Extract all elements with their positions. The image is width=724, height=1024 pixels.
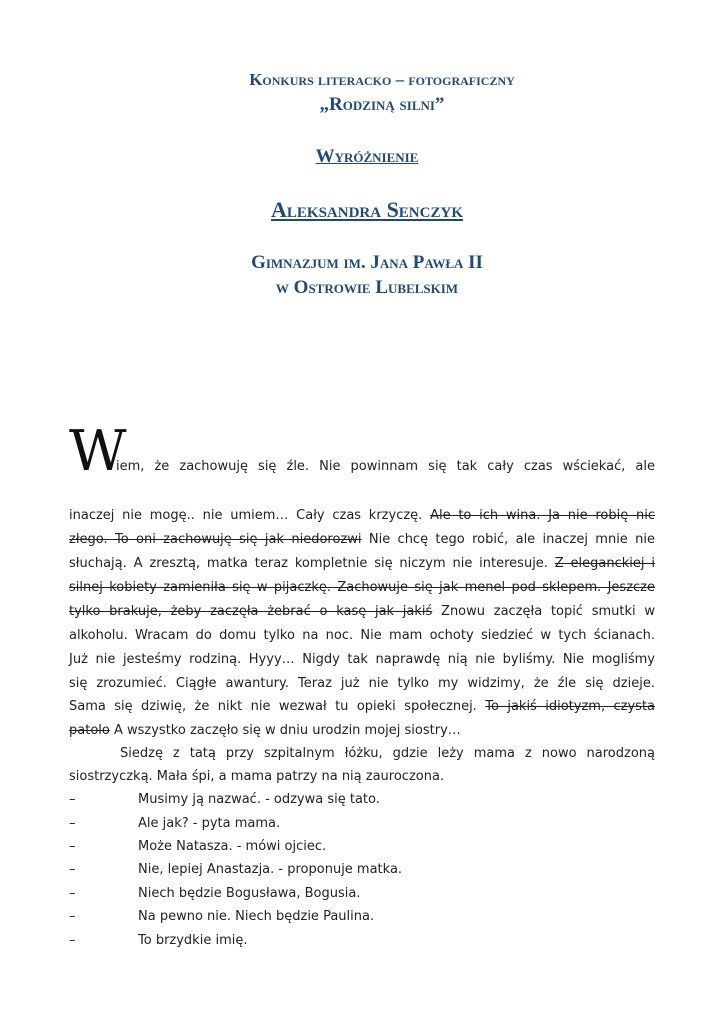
dialogue-dash: – bbox=[69, 816, 76, 831]
dialogue-line: Niech będzie Bogusława, Bogusia. bbox=[138, 886, 361, 901]
story-line bbox=[69, 723, 461, 738]
dialogue-dash: – bbox=[69, 792, 76, 807]
struck-text: złego. To oni zachowuję się jak niedorozwi bbox=[69, 532, 362, 547]
story-line bbox=[69, 604, 655, 619]
dialogue-line: Na pewno nie. Niech będzie Paulina. bbox=[138, 909, 375, 924]
dialogue-line: Musimy ją nazwać. - odzywa się tato. bbox=[138, 792, 380, 807]
school-name: Gimnazjum im. Jana Pawła II bbox=[251, 252, 483, 273]
story-text: Sama się dziwię, że nikt nie wezwał tu opieki społecznej. bbox=[69, 699, 486, 714]
struck-line: silnej kobiety zamieniła się w pijaczkę. Zachowuje się jak menel pod sklepem. Jeszcze bbox=[69, 580, 655, 595]
story-text: inaczej nie mogę.. nie umiem… Cały czas krzyczę. bbox=[69, 508, 431, 523]
dialogue-line: To brzydkie imię. bbox=[138, 933, 248, 948]
story-line: Siedzę z tatą przy szpitalnym łóżku, gdzie leży mama z nowo narodzoną bbox=[120, 746, 655, 761]
story-line bbox=[69, 508, 655, 523]
story-text: Znowu zaczęła topić smutki w bbox=[432, 604, 655, 619]
story-text: Nie chcę tego robić, ale inaczej mnie nie bbox=[361, 532, 656, 547]
story-line: siostrzyczką. Mała śpi, a mama patrzy na nią zauroczona. bbox=[69, 769, 445, 784]
story-line bbox=[69, 699, 655, 714]
struck-text: Ale to ich wina. Ja nie robię nic bbox=[430, 508, 655, 523]
dialogue-dash: – bbox=[69, 933, 76, 948]
story-line bbox=[69, 532, 655, 547]
contest-subtitle: „Rodziną silni” bbox=[319, 94, 445, 115]
contest-title: Konkurs literacko – fotograficzny bbox=[249, 70, 515, 89]
dialogue-dash: – bbox=[69, 862, 76, 877]
dialogue-dash: – bbox=[69, 886, 76, 901]
story-text: słuchają. A zresztą, matka teraz kompletnie się niczym nie interesuje. bbox=[69, 556, 555, 571]
dialogue-line: Nie, lepiej Anastazja. - proponuje matka. bbox=[138, 862, 403, 877]
struck-text: To jakiś idiotyzm, czysta bbox=[485, 699, 655, 714]
story-line: iem, że zachowuję się źle. Nie powinnam się tak cały czas wściekać, ale bbox=[116, 459, 655, 474]
struck-text: tylko brakuje, żeby zaczęła żebrać o kasę jak jakiś bbox=[69, 604, 433, 619]
dialogue-line: Ale jak? - pyta mama. bbox=[138, 816, 281, 831]
story-line bbox=[69, 556, 655, 571]
struck-text: patolo bbox=[69, 723, 110, 738]
story-line: się zrozumieć. Ciągłe awantury. Teraz już nie tylko my widzimy, że źle się dzieje. bbox=[69, 676, 655, 691]
story-line: Już nie jesteśmy rodziną. Hyyy… Nigdy tak naprawdę nią nie byliśmy. Nie mogliśmy bbox=[69, 652, 655, 667]
dialogue-line: Może Natasza. - mówi ojciec. bbox=[138, 839, 327, 854]
story-text: A wszystko zaczęło się w dniu urodzin mojej siostry… bbox=[109, 723, 461, 738]
author-name: Aleksandra Senczyk bbox=[271, 197, 463, 222]
story-line: alkoholu. Wracam do domu tylko na noc. Nie mam ochoty siedzieć w tych ścianach. bbox=[69, 628, 655, 643]
dialogue-dash: – bbox=[69, 909, 76, 924]
school-location: w Ostrowie Lubelskim bbox=[275, 277, 459, 298]
struck-text: Z eleganckiej i bbox=[554, 556, 655, 571]
drop-cap: W bbox=[69, 419, 127, 484]
award-label: Wyróżnienie bbox=[315, 146, 419, 167]
dialogue-dash: – bbox=[69, 839, 76, 854]
